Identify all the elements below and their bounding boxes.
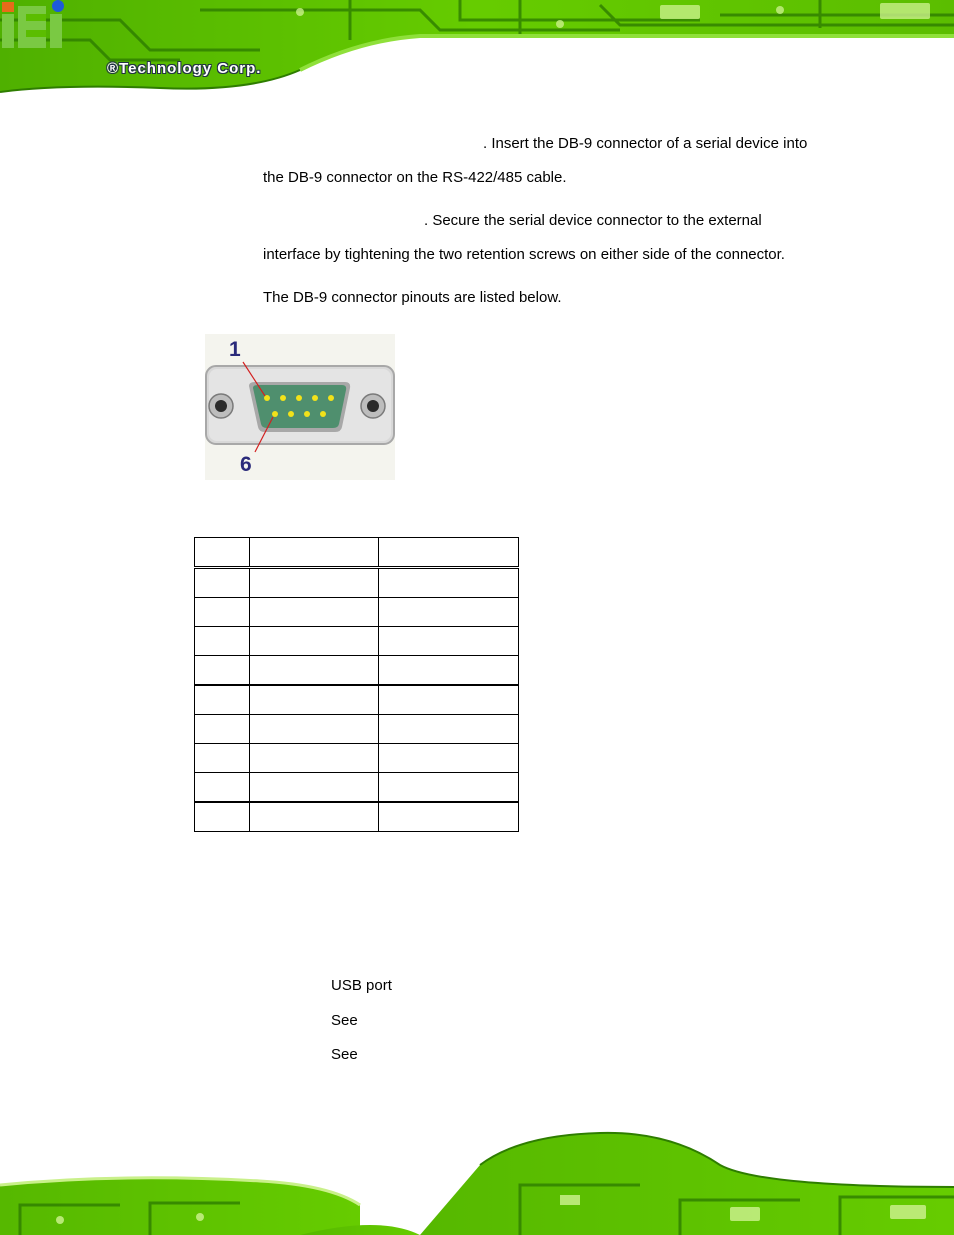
table-cell — [195, 715, 250, 744]
table-cell — [379, 598, 519, 627]
table-row — [195, 568, 519, 598]
table-cell — [379, 656, 519, 686]
table-header-row — [195, 538, 519, 568]
table-cell — [250, 656, 379, 686]
table-cell — [250, 685, 379, 715]
table-row — [195, 656, 519, 686]
table-cell — [195, 802, 250, 832]
table-cell — [195, 744, 250, 773]
company-name: ®Technology Corp. — [107, 60, 262, 77]
pin-label-1: 1 — [229, 338, 241, 361]
table-cell — [250, 627, 379, 656]
step-text-1: . Insert the DB-9 connector of a serial device into — [483, 135, 808, 152]
step-text-2: . Secure the serial device connector to the external — [424, 212, 762, 229]
table-row — [195, 744, 519, 773]
list-item-usb-port: USB port — [331, 977, 392, 994]
db9-connector-figure — [205, 334, 395, 480]
table-cell — [379, 773, 519, 803]
table-cell — [379, 568, 519, 598]
table-cell — [250, 744, 379, 773]
table-row — [195, 802, 519, 832]
table-cell — [250, 773, 379, 803]
table-cell — [379, 538, 519, 568]
pinout-table — [194, 537, 519, 832]
table-cell — [195, 627, 250, 656]
table-row — [195, 773, 519, 803]
header-banner — [0, 0, 954, 112]
footer-banner — [0, 1125, 954, 1235]
table-cell — [195, 685, 250, 715]
circuit-board-footer — [0, 1125, 954, 1235]
list-item-see-2: See — [331, 1046, 358, 1063]
table-row — [195, 598, 519, 627]
table-cell — [250, 715, 379, 744]
table-cell — [250, 538, 379, 568]
list-item-see-1: See — [331, 1012, 358, 1029]
step-text-2-cont: interface by tightening the two retention screws on either side of the connector. — [263, 246, 785, 263]
table-cell — [250, 568, 379, 598]
table-cell — [250, 802, 379, 832]
table-row — [195, 715, 519, 744]
table-cell — [379, 715, 519, 744]
table-cell — [379, 802, 519, 832]
pin-label-6: 6 — [240, 453, 252, 476]
table-cell — [379, 744, 519, 773]
table-cell — [195, 538, 250, 568]
table-cell — [195, 568, 250, 598]
table-cell — [195, 773, 250, 803]
table-cell — [195, 598, 250, 627]
table-cell — [250, 598, 379, 627]
step-text-1-cont: the DB-9 connector on the RS-422/485 cable. — [263, 169, 567, 186]
table-row — [195, 685, 519, 715]
table-row — [195, 627, 519, 656]
table-cell — [195, 656, 250, 686]
table-cell — [379, 627, 519, 656]
pinout-intro: The DB-9 connector pinouts are listed below. — [263, 289, 562, 306]
iei-logo — [0, 0, 260, 56]
table-cell — [379, 685, 519, 715]
